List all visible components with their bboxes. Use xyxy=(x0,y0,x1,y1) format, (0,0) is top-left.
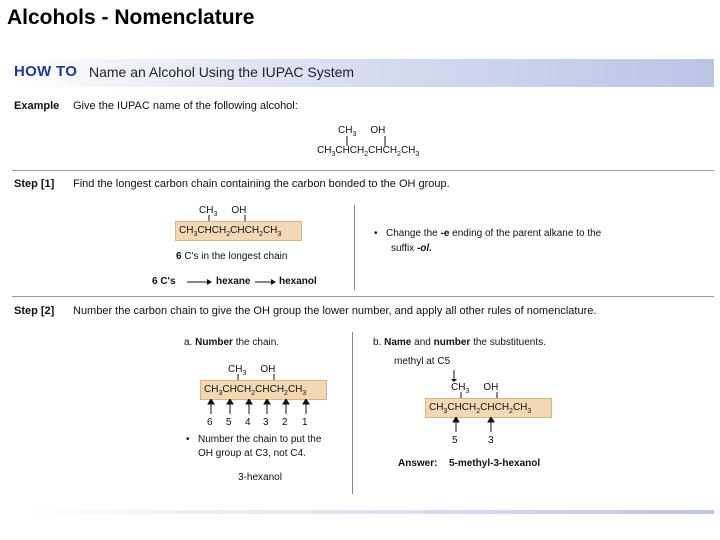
divider-2 xyxy=(12,296,714,297)
example-label: Example xyxy=(14,100,60,112)
chain-number-2: 2 xyxy=(282,417,288,428)
step1-instruction: Find the longest carbon chain containing the carbon bonded to the OH group. xyxy=(73,178,450,190)
step1-substituents: $CH_3$ OH xyxy=(199,205,247,218)
chain-number-4: 4 xyxy=(245,417,251,428)
part-b-formula: $CH_3CHCH_2CHCH_2CH_3$ xyxy=(429,402,532,415)
example-substituents: $CH_3$ OH xyxy=(338,125,386,138)
chain-number-1: 1 xyxy=(302,417,308,428)
part-a-note-line2: OH group at C3, not C4. xyxy=(198,448,306,459)
hexanol-label: hexanol xyxy=(279,276,317,287)
six-cs-label: 6 C's xyxy=(152,276,176,287)
example-bonds xyxy=(340,136,400,148)
step2-label: Step [2] xyxy=(14,305,55,317)
chain-number-5: 5 xyxy=(226,417,232,428)
substituent-number-3: 3 xyxy=(488,435,494,446)
part-b-substituents: $CH_3$ OH xyxy=(451,382,499,395)
step1-chain-caption: 6 C's in the longest chain xyxy=(176,251,288,262)
slide-title: Alcohols - Nomenclature xyxy=(7,6,255,29)
howto-banner xyxy=(12,59,714,87)
step1-label: Step [1] xyxy=(14,178,55,190)
chain-number-6: 6 xyxy=(207,417,213,428)
methyl-label: methyl at C5 xyxy=(394,356,451,367)
part-a-result: 3-hexanol xyxy=(238,472,282,483)
step1-bullet-line2: suffix -ol. xyxy=(391,243,432,254)
part-a-note-line1: • Number the chain to put the xyxy=(186,434,322,445)
hexane-label: hexane xyxy=(216,276,251,287)
example-prompt: Give the IUPAC name of the following alcohol: xyxy=(73,100,298,112)
example-formula: $CH_3CHCH_2CHCH_2CH_3$ xyxy=(317,145,420,158)
bottom-bar xyxy=(12,510,714,514)
part-b-number-arrows xyxy=(440,417,510,433)
step1-bullet-line1: • Change the -e ending of the parent alkane to the xyxy=(374,228,602,239)
part-a-formula: $CH_3CHCH_2CHCH_2CH_3$ xyxy=(204,384,307,397)
part-a-heading: a. Number the chain. xyxy=(184,337,280,348)
part-a-number-arrows xyxy=(200,399,330,415)
step2-separator xyxy=(352,332,353,494)
step2-instruction: Number the carbon chain to give the OH group the lower number, and apply all other rules of nomenclature. xyxy=(73,305,597,317)
step1-separator xyxy=(354,205,355,290)
part-b-heading: b. Name and number the substituents. xyxy=(373,337,546,348)
howto-title: Name an Alcohol Using the IUPAC System xyxy=(89,64,355,80)
divider-1 xyxy=(12,170,714,171)
answer-value: 5-methyl-3-hexanol xyxy=(449,458,541,469)
step1-formula: $CH_3CHCH_2CHCH_2CH_3$ xyxy=(179,225,282,238)
part-a-substituents: $CH_3$ OH xyxy=(228,364,276,377)
substituent-number-5: 5 xyxy=(452,435,458,446)
methyl-arrow xyxy=(446,368,466,382)
answer-label: Answer: xyxy=(398,458,438,469)
chain-number-3: 3 xyxy=(263,417,269,428)
howto-label: HOW TO xyxy=(14,63,78,80)
